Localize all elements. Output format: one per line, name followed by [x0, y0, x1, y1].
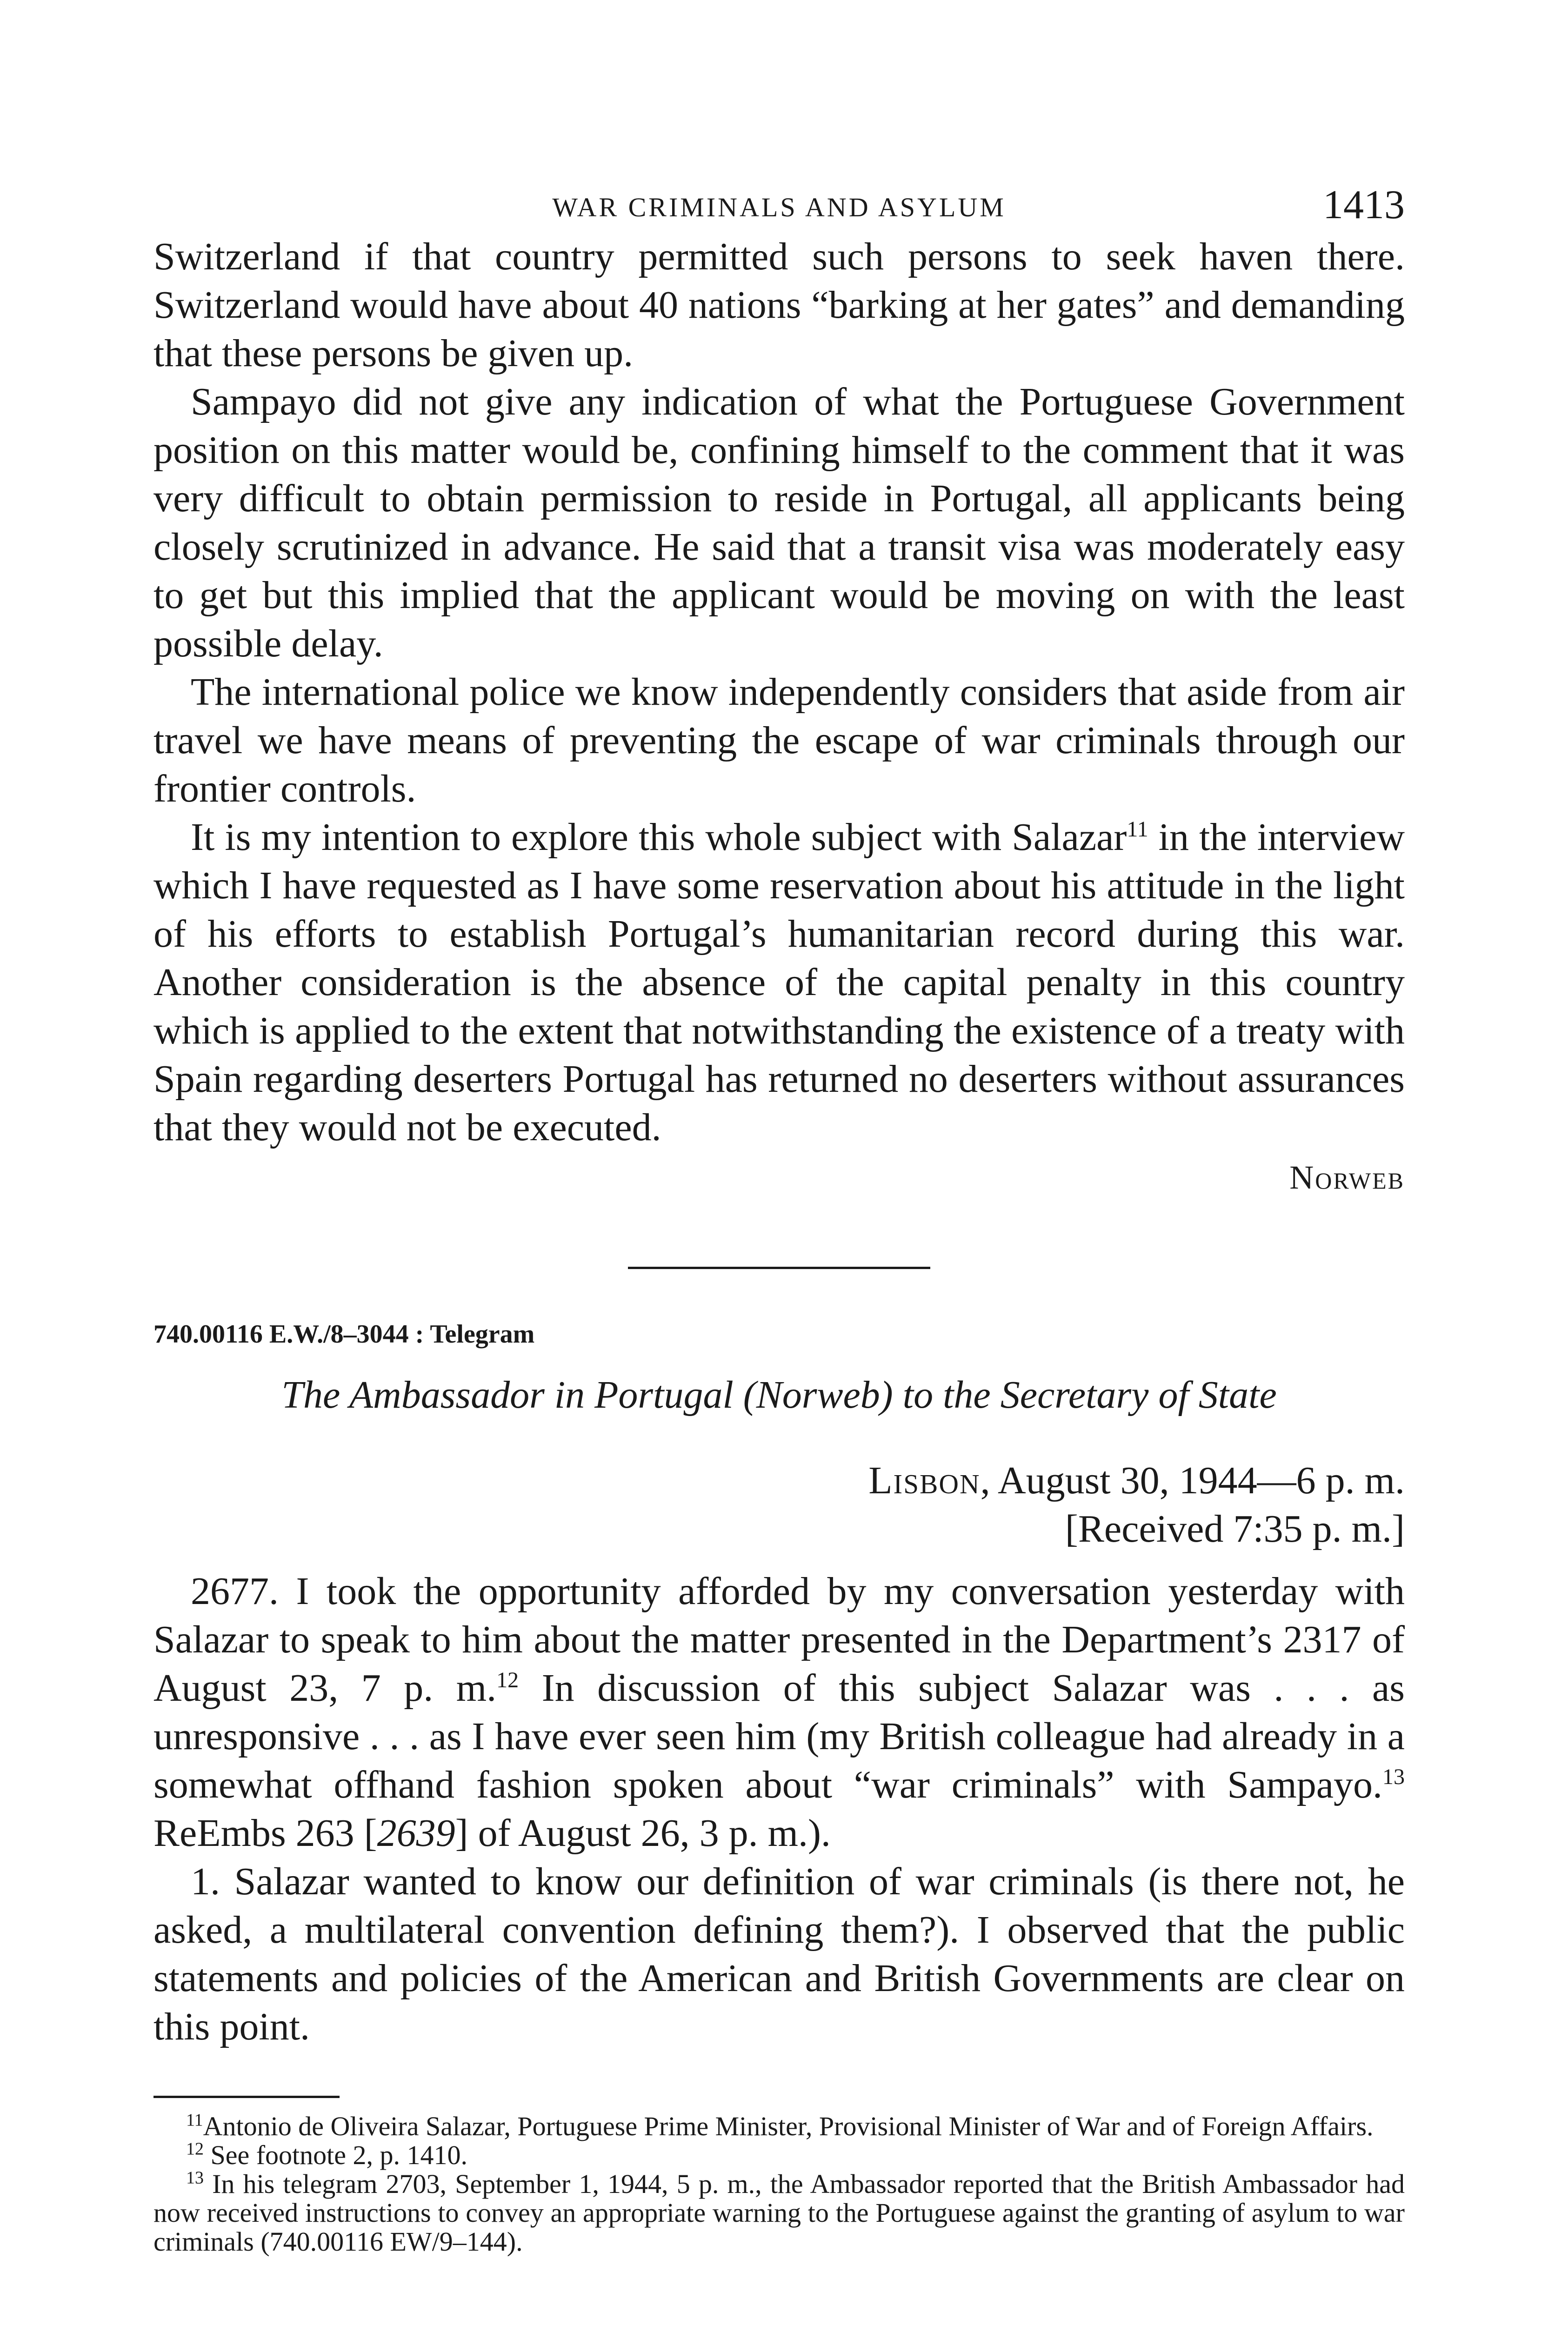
footnotes: [153, 2112, 1405, 2256]
signature: Norweb: [1289, 1159, 1405, 1196]
paragraph-2677-part-a: 2677. I took the opportunity afforded by my conversation yesterday with Salazar to speak to him about the matter presented in the Department’s 2317 of August 23, 7 p. m.: [153, 1570, 1405, 1710]
footnote-11: [153, 2112, 1405, 2141]
paragraph-international-police: The international police we know independently considers that aside from air travel we have means of preventing the escape of war criminals through our frontier controls.: [153, 670, 1405, 810]
footnote-12-number: 12: [186, 2139, 204, 2159]
footnote-13-number: 13: [186, 2168, 204, 2188]
telegram-number-italic: 2639: [377, 1811, 455, 1855]
running-head: [153, 181, 1405, 233]
dateline-place-date: [153, 1457, 1405, 1505]
document-page: [153, 181, 1405, 2256]
paragraph-2677-part-c: ReEmbs 263 [: [153, 1811, 377, 1855]
paragraph-2677-part-d: ] of August 26, 3 p. m.).: [455, 1811, 831, 1855]
paragraph-continuation: Switzerland if that country permitted such persons to seek haven there. Switzerland would have about 40 nations “barking at her gates” and demanding that these persons be given up.: [153, 235, 1405, 375]
second-document-body: [153, 1567, 1405, 2051]
footnote-11-number: 11: [186, 2110, 203, 2130]
paragraph-definition: 1. Salazar wanted to know our definition of war criminals (is there not, he asked, a multilateral convention defining them?). I observed that the public statements and policies of the American and British Governments are clear on this point.: [153, 1860, 1405, 2048]
section-divider: [628, 1267, 930, 1269]
first-document-body: [153, 233, 1405, 1152]
footnote-12: [153, 2141, 1405, 2170]
document-heading: The Ambassador in Portugal (Norweb) to the Secretary of State: [281, 1373, 1277, 1417]
paragraph-intention-start: It is my intention to explore this whole subject with Salazar: [191, 815, 1127, 859]
dateline-place: Lisbon: [868, 1459, 981, 1502]
footnote-rule: [153, 2096, 340, 2098]
paragraph-intention: [153, 813, 1405, 1152]
dateline: [153, 1457, 1405, 1553]
footnote-11-text: Antonio de Oliveira Salazar, Portuguese Prime Minister, Provisional Minister of War and of Foreign Affairs.: [203, 2111, 1374, 2141]
file-reference: 740.00116 E.W./8–3044 : Telegram: [153, 1320, 535, 1349]
paragraph-intention-end: in the interview which I have requested as I have some reservation about his attitude in the light of his efforts to establish Portugal’s humanitarian record during this war. Another consideration is the absence of the capital penalty in this country which is applied to the extent that notwithstanding the existence of a treaty with Spain regarding deserters Portugal has returned no deserters without assurances that they would not be executed.: [153, 815, 1405, 1149]
footnote-13: [153, 2170, 1405, 2256]
footnote-13-text: In his telegram 2703, September 1, 1944, 5 p. m., the Ambassador reported that the British Ambassador had now received instructions to convey an appropriate warning to the Portuguese against the granting of asylum to war criminals (740.00116 EW/9–144).: [153, 2169, 1405, 2257]
paragraph-sampayo: Sampayo did not give any indication of what the Portuguese Government position on this matter would be, confining himself to the comment that it was very difficult to obtain permission to reside in Portugal, all applicants being closely scrutinized in advance. He said that a transit visa was moderately easy to get but this implied that the applicant would be moving on with the least possible delay.: [153, 380, 1405, 665]
paragraph-2677-part-b: In discussion of this subject Salazar was . . . as unresponsive . . . as I have ever seen him (my British colleague had already in a somewhat offhand fashion spoken about “war criminals” with Sampayo.: [153, 1666, 1405, 1806]
dateline-date: , August 30, 1944—6 p. m.: [980, 1459, 1405, 1502]
received-time: [Received 7:35 p. m.]: [1065, 1507, 1405, 1551]
page-number: 1413: [1323, 182, 1405, 227]
footnote-12-text: See footnote 2, p. 1410.: [210, 2140, 468, 2170]
running-head-title: WAR CRIMINALS AND ASYLUM: [552, 192, 1006, 222]
paragraph-2677: [153, 1567, 1405, 1858]
footnote-ref-12: 12: [496, 1668, 519, 1692]
footnote-ref-11: 11: [1127, 817, 1148, 842]
footnote-ref-13: 13: [1382, 1765, 1405, 1789]
